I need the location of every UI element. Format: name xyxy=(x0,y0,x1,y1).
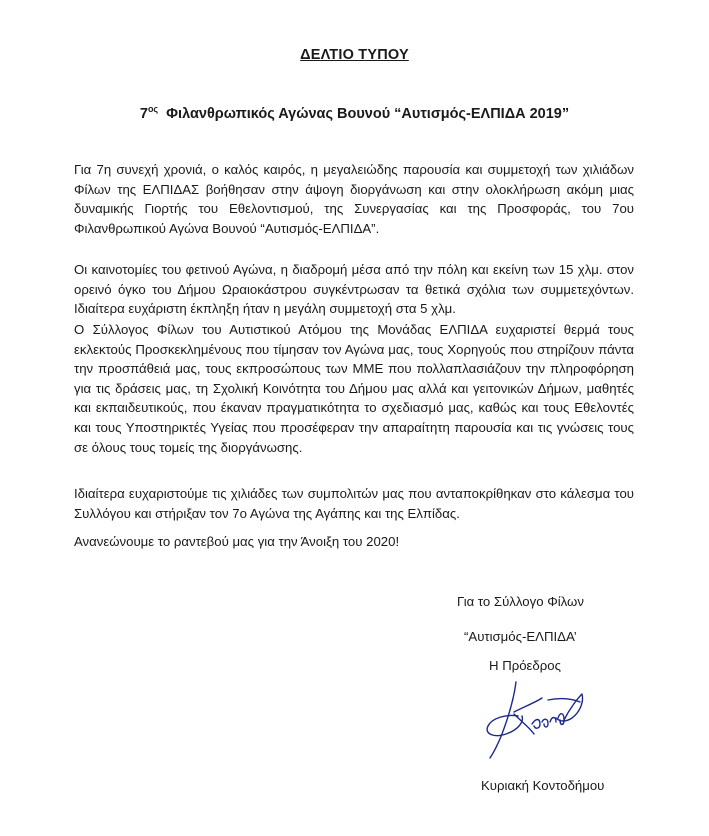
president-name: Κυριακή Κοντοδήμου xyxy=(481,778,605,793)
event-title-text: Φιλανθρωπικός Αγώνας Βουνού “Αυτισμός-ΕΛΠΙΔΑ 2019” xyxy=(166,106,570,122)
paragraph-closing: Ανανεώνουμε το ραντεβού μας για την Άνοιξη του 2020! xyxy=(74,534,400,549)
signature-org-line: Για το Σύλλογο Φίλων xyxy=(457,594,584,609)
handwritten-signature xyxy=(478,678,588,760)
event-ordinal-suffix: ος xyxy=(147,104,159,114)
press-release-heading: ΔΕΛΤΙΟ ΤΥΠΟΥ xyxy=(300,47,409,63)
event-ordinal-number: 7 xyxy=(139,106,148,122)
paragraph-innovations: Οι καινοτομίες του φετινού Αγώνα, η διαδρομή μέσα από την πόλη και εκείνη των 15 χλμ. στον ορεινό όγκο του Δήμου Ωραιοκάστρου συγκέντρωσαν τα θετικά σχόλια των συμμετεχόντων. Ιδιαίτερα ευχάριστη έκπληξη ήταν η μεγάλη συμμετοχή στα 5 χλμ. xyxy=(74,262,634,317)
signature-org-name: “Αυτισμός-ΕΛΠΙΔΑ’ xyxy=(464,629,577,644)
paragraph-thanks: Ο Σύλλογος Φίλων του Αυτιστικού Ατόμου της Μονάδας ΕΛΠΙΔΑ ευχαριστεί θερμά τους εκλεκτούς Προσκεκλημένους που τίμησαν τον Αγώνα μας, τους Χορηγούς που στηρίζουν πάντα την προσπάθειά μας, τους εκπροσώπους των ΜΜΕ που πολλαπλασιάζουν την πληροφόρηση για τις δράσεις μας, τη Σχολική Κοινότητα του Δήμου μας αλλά και γειτονικών Δήμων, μαθητές και εκπαιδευτικούς, που έκαναν πραγματικότητα το σχεδιασμό μας, καθώς και τους Εθελοντές και τους Υποστηρικτές Υγείας που προσέφεραν την απαραίτητη παρουσία και τις γνώσεις τους σε όλους τους τομείς της διοργάνωσης. xyxy=(74,322,634,455)
event-title xyxy=(0,104,709,122)
signature-role: Η Πρόεδρος xyxy=(489,658,561,673)
paragraph-citizens: Ιδιαίτερα ευχαριστούμε τις χιλιάδες των συμπολιτών μας που ανταποκρίθηκαν στο κάλεσμα του Συλλόγου και στήριξαν τον 7ο Αγώνα της Αγάπης και της Ελπίδας. xyxy=(74,486,634,521)
paragraph-opening: Για 7η συνεχή χρονιά, ο καλός καιρός, η μεγαλειώδης παρουσία και συμμετοχή των χιλιάδων Φίλων της ΕΛΠΙΔΑΣ βοήθησαν στην άψογη διοργάνωση και στην ολοκλήρωση ακόμη μιας δυναμικής Γιορτής του Εθελοντισμού, της Συνεργασίας και της Προσφοράς, του 7ου Φιλανθρωπικού Αγώνα Βουνού “Αυτισμός-ΕΛΠΙΔΑ”. xyxy=(74,162,634,236)
